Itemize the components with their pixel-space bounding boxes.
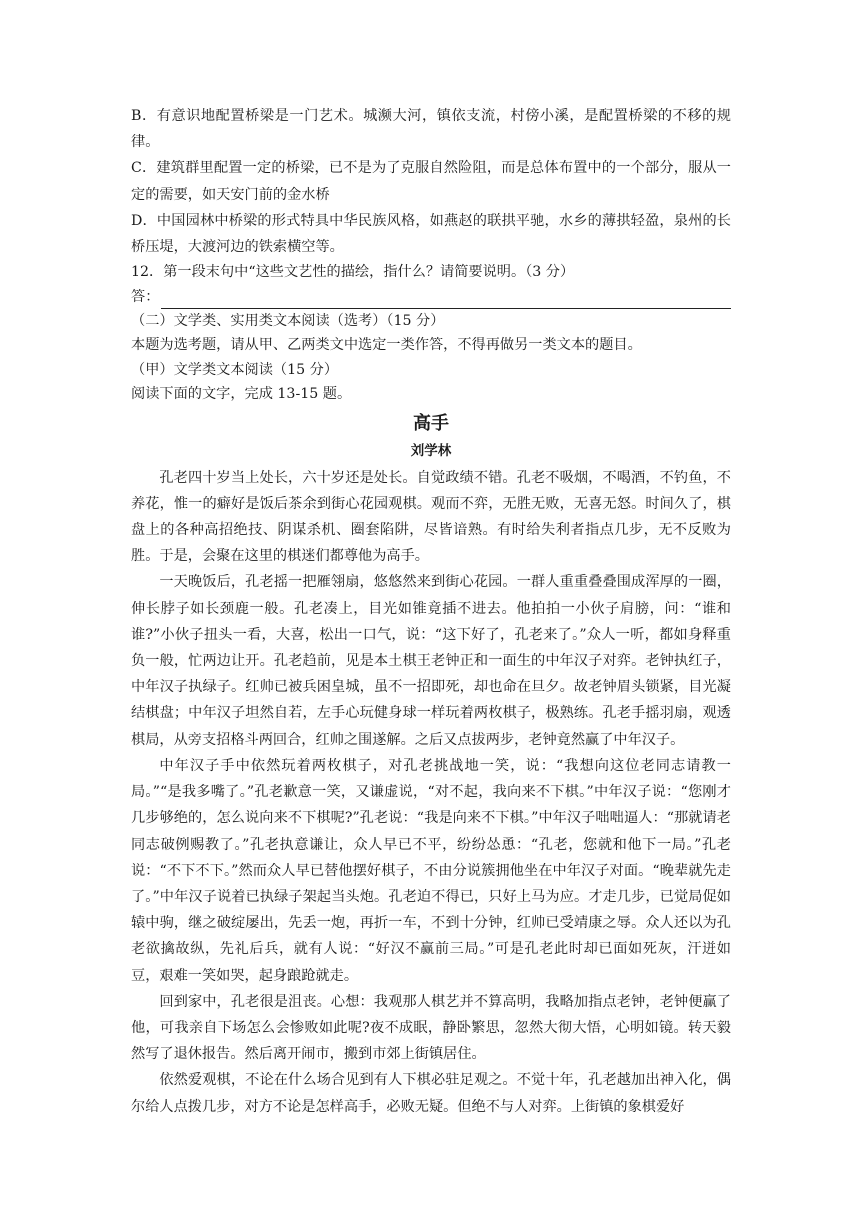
question-12: 12．第一段末句中“这些文艺性的描绘，指什么？请简要说明。（3 分） <box>131 264 575 281</box>
story-paragraph: 一天晚饭后，孔老摇一把雁翎扇，悠悠然来到街心花园。一群人重重叠叠围成浑厚的一圈，伸长脖子如长颈鹿一般。孔老凑上，目光如锥竟插不进去。他拍拍一小伙子肩膀，问：“谁和谁?”小伙子扭头一看，大喜，松出一口气，说：“这下好了，孔老来了。”众人一听，都如身释重负一般，忙两边让开。孔老趋前，见是本土棋王老钟正和一面生的中年汉子对弈。老钟执红子，中年汉子执绿子。红帅已被兵困皇城，虽不一招即死，却也命在旦夕。故老钟眉头锁紧，目光凝结棋盘；中年汉子坦然自若，左手心玩健身球一样玩着两枚棋子，极熟练。孔老手摇羽扇，观透棋局，从旁支招格斗两回合，红帅之围遂解。之后又点拔两步，老钟竟然赢了中年汉子。 <box>131 574 731 748</box>
section2-heading: （二）文学类、实用类文本阅读（选考）（15 分） <box>131 313 445 330</box>
answer-label: 答： <box>131 288 160 305</box>
option-d: D．中国园林中桥梁的形式特具中华民族风格，如燕赵的联拱平驰，水乡的薄拱轻盈，泉州的长桥压堤，大渡河边的铁索横空等。 <box>131 212 731 256</box>
option-c: C．建筑群里配置一定的桥梁，已不是为了克服自然险阻，而是总体布置中的一个部分，服从一定的需要，如天安门前的金水桥 <box>131 160 731 203</box>
answer-row <box>131 285 731 309</box>
story-paragraph: 中年汉子手中依然玩着两枚棋子，对孔老挑战地一笑，说：“我想向这位老同志请教一局。”“是我多嘴了。”孔老歉意一笑，又谦虚说，“对不起，我向来不下棋。”中年汉子说：“您刚才几步够绝的，怎么说向来不下棋呢?”孔老说：“我是向来不下棋。”中年汉子咄咄逼人：“那就请老同志破例赐教了。”孔老执意谦让，众人早已不平，纷纷怂恿：“孔老，您就和他下一局。”孔老说：“不下不下。”然而众人早已替他摆好棋子，不由分说簇拥他坐在中年汉子对面。“晚辈就先走了。”中年汉子说着已执绿子架起当头炮。孔老迫不得已，只好上马为应。才走几步，已觉局促如辕中驹，继之破绽屡出，先丢一炮，再折一车，不到十分钟，红帅已受靖康之辱。众人还以为孔老欲擒故纵，先礼后兵，就有人说：“好汉不赢前三局。”可是孔老此时却已面如死灰，汗迸如豆，艰难一笑如哭，起身踉跄就走。 <box>131 757 731 984</box>
section2-note: 本题为选考题，请从甲、乙两类文中选定一类作答，不得再做另一类文本的题目。 <box>131 337 642 354</box>
story-author: 刘学林 <box>410 442 452 459</box>
story-title: 高手 <box>413 412 449 434</box>
story-paragraph: 依然爱观棋，不论在什么场合见到有人下棋必驻足观之。不觉十年，孔老越加出神入化，偶尔给人点拨几步，对方不论是怎样高手，必败无疑。但绝不与人对弈。上街镇的象棋爱好 <box>131 1072 731 1115</box>
option-b: B．有意识地配置桥梁是一门艺术。城濒大河，镇依支流，村傍小溪，是配置桥梁的不移的规律。 <box>131 108 731 151</box>
page-content <box>131 103 731 1120</box>
story-paragraph: 回到家中，孔老很是沮丧。心想：我观那人棋艺并不算高明，我略加指点老钟，老钟便赢了他，可我亲自下场怎么会惨败如此呢?夜不成眠，静卧繁思，忽然大彻大悟，心明如镜。转天毅然写了退休报告。然后离开闹市，搬到市郊上街镇居住。 <box>131 993 731 1063</box>
read-instruction: 阅读下面的文字，完成 13-15 题。 <box>131 386 352 403</box>
section-a-heading: （甲）文学类文本阅读（15 分） <box>131 361 339 378</box>
answer-blank-line[interactable] <box>161 291 731 309</box>
story-paragraph: 孔老四十岁当上处长，六十岁还是处长。自觉政绩不错。孔老不吸烟，不喝酒，不钓鱼，不养花，惟一的癖好是饭后茶余到街心花园观棋。观而不弈，无胜无败，无喜无怒。时间久了，棋盘上的各种高招绝技、阴谋杀机、圈套陷阱，尽皆谙熟。有时给失利者指点几步，无不反败为胜。于是，会聚在这里的棋迷们都尊他为高手。 <box>131 469 731 565</box>
